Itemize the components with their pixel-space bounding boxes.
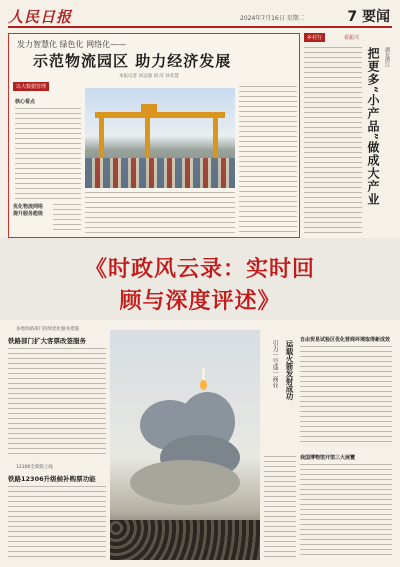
rocket-icon xyxy=(202,368,205,380)
rocket-flame-icon xyxy=(200,380,207,390)
lead-headline[interactable]: 示范物流园区 助力经济发展 xyxy=(33,52,232,70)
lead-section-tag: 以大数据管理 xyxy=(13,82,49,91)
lead-text-column-bottom xyxy=(85,192,235,234)
title-banner xyxy=(0,238,400,320)
smoke-cloud xyxy=(130,460,240,505)
lead-text-column-left xyxy=(15,108,81,202)
right-column-story[interactable] xyxy=(304,33,394,238)
banner-title-line-1: 《时政风云录：实时回 xyxy=(84,257,315,282)
rocket-launch-photo xyxy=(110,330,260,560)
rocket-story[interactable] xyxy=(264,340,304,450)
right-column-kicker: 湖北潜江 xyxy=(384,47,390,67)
lead-byline: 本报记者 刘志强 刘 洋 孙亚慧 xyxy=(119,74,179,79)
lead-story[interactable] xyxy=(8,33,300,238)
right-column-title[interactable]: 把更多“小产品”做成大产业 xyxy=(366,47,380,206)
lead-column-label-2: 优化物流网络 提升服务能级 xyxy=(13,204,44,217)
issue-date: 2024年7月16日 星期二 xyxy=(240,15,305,22)
container-trucks xyxy=(85,158,235,188)
newspaper-logo: 人民日报 xyxy=(8,8,73,26)
rocket-story-text xyxy=(264,456,296,560)
crane-leg-mid xyxy=(145,112,150,162)
right-column-tag: 乡村行 xyxy=(304,33,325,42)
right-column-tag-2: 看振兴 xyxy=(344,35,360,41)
lead-text-column-left-2 xyxy=(53,204,81,234)
lead-text-column-right xyxy=(239,86,297,234)
crane-leg-right xyxy=(213,112,218,162)
ticket-kicker: 12306全新版上线 xyxy=(16,465,53,470)
crane-leg-left xyxy=(99,112,104,162)
railway-text xyxy=(8,348,106,456)
lead-kicker: 发力智慧化 绿色化 网络化—— xyxy=(17,40,127,49)
museum-headline[interactable]: 我国博物馆开馆三大展覽 xyxy=(300,455,356,461)
page-number: 7 要闻 xyxy=(347,9,390,25)
railway-kicker: 多地铁路部门持续优化服务措施 xyxy=(16,327,79,332)
rocket-story-title[interactable]: 运载火箭发射成功 xyxy=(285,340,294,400)
museum-text xyxy=(300,464,392,558)
ticket-headline[interactable]: 铁路12306升级候补购票功能 xyxy=(8,475,96,483)
trade-zone-text xyxy=(300,346,392,446)
masthead xyxy=(8,6,392,28)
lead-column-label: 核心看点 xyxy=(15,99,36,105)
trade-zone-headline[interactable]: 自由贸易试验区优化营商环境取得新成效 xyxy=(300,337,391,343)
crane-beam xyxy=(95,112,225,118)
railway-headline[interactable]: 铁路部门扩大客票改签服务 xyxy=(8,337,86,345)
lower-right-stories[interactable] xyxy=(300,322,394,562)
lower-left-stories[interactable] xyxy=(8,322,108,562)
ticket-text xyxy=(8,486,106,558)
port-crane-photo xyxy=(85,88,235,188)
crane-cab xyxy=(141,104,157,114)
right-column-text xyxy=(304,47,362,237)
banner-title-line-2: 顾与深度评述》 xyxy=(119,289,281,314)
rocket-story-subtitle: 引力一号遥一商业 xyxy=(271,340,278,388)
spectator-crowd xyxy=(110,520,260,560)
